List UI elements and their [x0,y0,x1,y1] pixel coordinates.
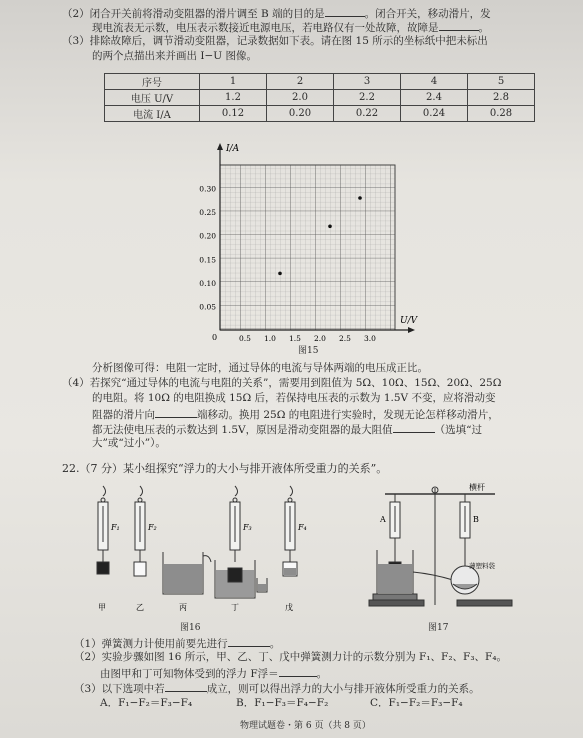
table-cell: 3 [334,74,401,90]
table-cell: 2.2 [334,90,401,106]
q21-item4-text-c: 都无法使电压表的示数达到 1.5V，原因是滑动变阻器的最大阻值 [92,424,393,436]
q21-item4-text-d: （选填“过 [434,424,482,436]
y-tick-label: 0.05 [199,302,216,312]
figure-16-caption: 图16 [180,623,201,633]
f2-label: F₂ [148,523,157,532]
answer-blank[interactable] [279,666,317,677]
answer-blank[interactable] [439,20,479,31]
table-cell: 0.22 [334,106,401,122]
q22-item1 [74,636,280,651]
table-cell: 2 [267,74,334,90]
q21-item4-line1: （4）若探究“通过导体的电流与电阻的关系”，需要用到阻值为 5Ω、10Ω、15Ω、20Ω、25Ω [62,377,502,389]
answer-blank[interactable] [228,636,270,647]
q21-item2-text-b: 。闭合开关，移动滑片，发 [364,8,491,20]
iu-graph[interactable] [190,140,430,355]
data-point [358,196,362,200]
table-cell: 1 [200,74,267,90]
figure-17 [365,480,515,615]
q22-item2-line1: （2）实验步骤如图 16 所示，甲、乙、丁、戊中弹簧测力计的示数分别为 F₁、F₂、F₃、F₄。 [74,651,508,663]
q21-item4-line3 [92,407,499,422]
q21-item4-text-a: 阻器的滑片向 [92,409,155,421]
answer-blank[interactable] [165,681,207,692]
label-yi: 乙 [136,603,144,612]
origin-label: 0 [212,333,218,342]
q21-item2-text-a: （2）闭合开关前将滑动变阻器的滑片调至 B 端的目的是 [62,8,325,20]
label-ding: 丁 [231,603,239,612]
table-header: 电流 I/A [105,106,200,122]
x-tick-label: 2.5 [339,334,351,343]
q22-item3-text-a: （3）以下选项中若 [74,683,165,695]
y-axis-label: I/A [226,144,240,154]
y-tick-label: 0.30 [199,184,216,194]
y-tick-label: 0.10 [199,278,216,288]
grid-area [220,165,395,330]
y-tick-label: 0.20 [199,231,216,241]
answer-blank[interactable] [393,422,435,433]
figure-15-caption: 图15 [298,346,319,356]
table-row [105,106,535,122]
table-cell: 0.20 [267,106,334,122]
label-wu: 戊 [285,603,293,612]
q22-item1-text-a: （1）弹簧测力计使用前要先进行 [74,638,228,650]
figure-17-caption: 图17 [428,623,449,633]
y-tick-label: 0.25 [199,208,216,218]
q21-item4-text-b: 端移动。换用 25Ω 的电阻进行实验时，发现无论怎样移动滑片， [197,409,499,421]
x-tick-label: 2.0 [314,334,326,343]
x-tick-label: 1.0 [264,334,276,343]
q21-analysis: 分析图像可得：电阻一定时，通过导体的电流与导体两端的电压成正比。 [92,362,428,374]
q21-item3-line1: （3）排除故障后，调节滑动变阻器，记录数据如下表。请在图 15 所示的坐标纸中把未标出 [62,35,488,47]
table-cell: 4 [401,74,468,90]
label-jia: 甲 [98,603,106,612]
f1-label: F₁ [111,523,120,532]
page-footer: 物理试题卷・第 6 页（共 8 页） [240,721,371,731]
bag-label: 薄塑料袋 [469,562,495,570]
x-tick-label: 1.5 [289,334,301,343]
f3-label: F₃ [243,523,252,532]
x-axis-arrow [408,327,415,333]
table-header: 电压 U/V [105,90,200,106]
data-point [278,272,282,276]
table-cell: 2.4 [401,90,468,106]
data-point [328,224,332,228]
q21-item2-text-c: 现电流表无示数，电压表示数接近电源电压，若电路仅有一处故障，故障是 [92,22,439,34]
rod-label: 横杆 [469,483,485,492]
q21-item4-line2: 的电阻。将 10Ω 的电阻换成 15Ω 后，若保持电压表的示数为 1.5V 不变，应将滑动变 [92,392,496,404]
q22-item2-text-a: 由图甲和丁可知物体受到的浮力 F浮＝ [100,668,279,680]
q22-item3-text-b: 成立，则可以得出浮力的大小与排开液体所受重力的关系。 [206,683,480,695]
q21-item2-text-d: 。 [478,22,489,34]
x-tick-label: 3.0 [364,334,376,343]
table-cell: 1.2 [200,90,267,106]
table-row [105,90,535,106]
q22-option-b[interactable]: B．F₁−F₃＝F₄−F₂ [236,697,329,709]
table-cell: 0.12 [200,106,267,122]
answer-blank[interactable] [325,6,365,17]
y-axis-arrow [217,143,223,150]
scale-b-label: B [473,515,479,524]
q21-item2-line2 [92,20,489,35]
q21-item4-line5: 大”或“过小”）。 [92,437,166,449]
table-cell: 0.28 [468,106,535,122]
table-row [105,74,535,90]
q22-item2-text-b: 。 [316,668,328,680]
scale-a-label: A [380,515,386,524]
q21-item4-line4 [92,422,482,437]
q21-item2-line1 [62,6,491,21]
table-header: 序号 [105,74,200,90]
q21-item3-line2: 的两个点描出来并画出 I−U 图像。 [92,50,257,62]
x-axis-label: U/V [400,316,418,326]
table-cell: 5 [468,74,535,90]
q22-stem: 22.（7 分）某小组探究“浮力的大小与排开液体所受重力的关系”。 [62,462,388,475]
x-tick-label: 0.5 [239,334,251,343]
table-cell: 2.0 [267,90,334,106]
table-cell: 0.24 [401,106,468,122]
q22-option-c[interactable]: C．F₁−F₂＝F₃−F₄ [370,697,463,709]
answer-blank[interactable] [155,407,197,418]
q22-option-a[interactable]: A．F₁−F₂＝F₃−F₄ [100,697,193,709]
q22-item3 [74,681,480,696]
figure-16 [85,482,310,622]
q22-item1-text-b: 。 [269,638,281,650]
y-tick-label: 0.15 [199,255,216,265]
data-table [104,73,535,122]
f4-label: F₄ [298,523,307,532]
label-bing: 丙 [179,603,187,612]
q22-item2-line2 [100,666,327,681]
table-cell: 2.8 [468,90,535,106]
